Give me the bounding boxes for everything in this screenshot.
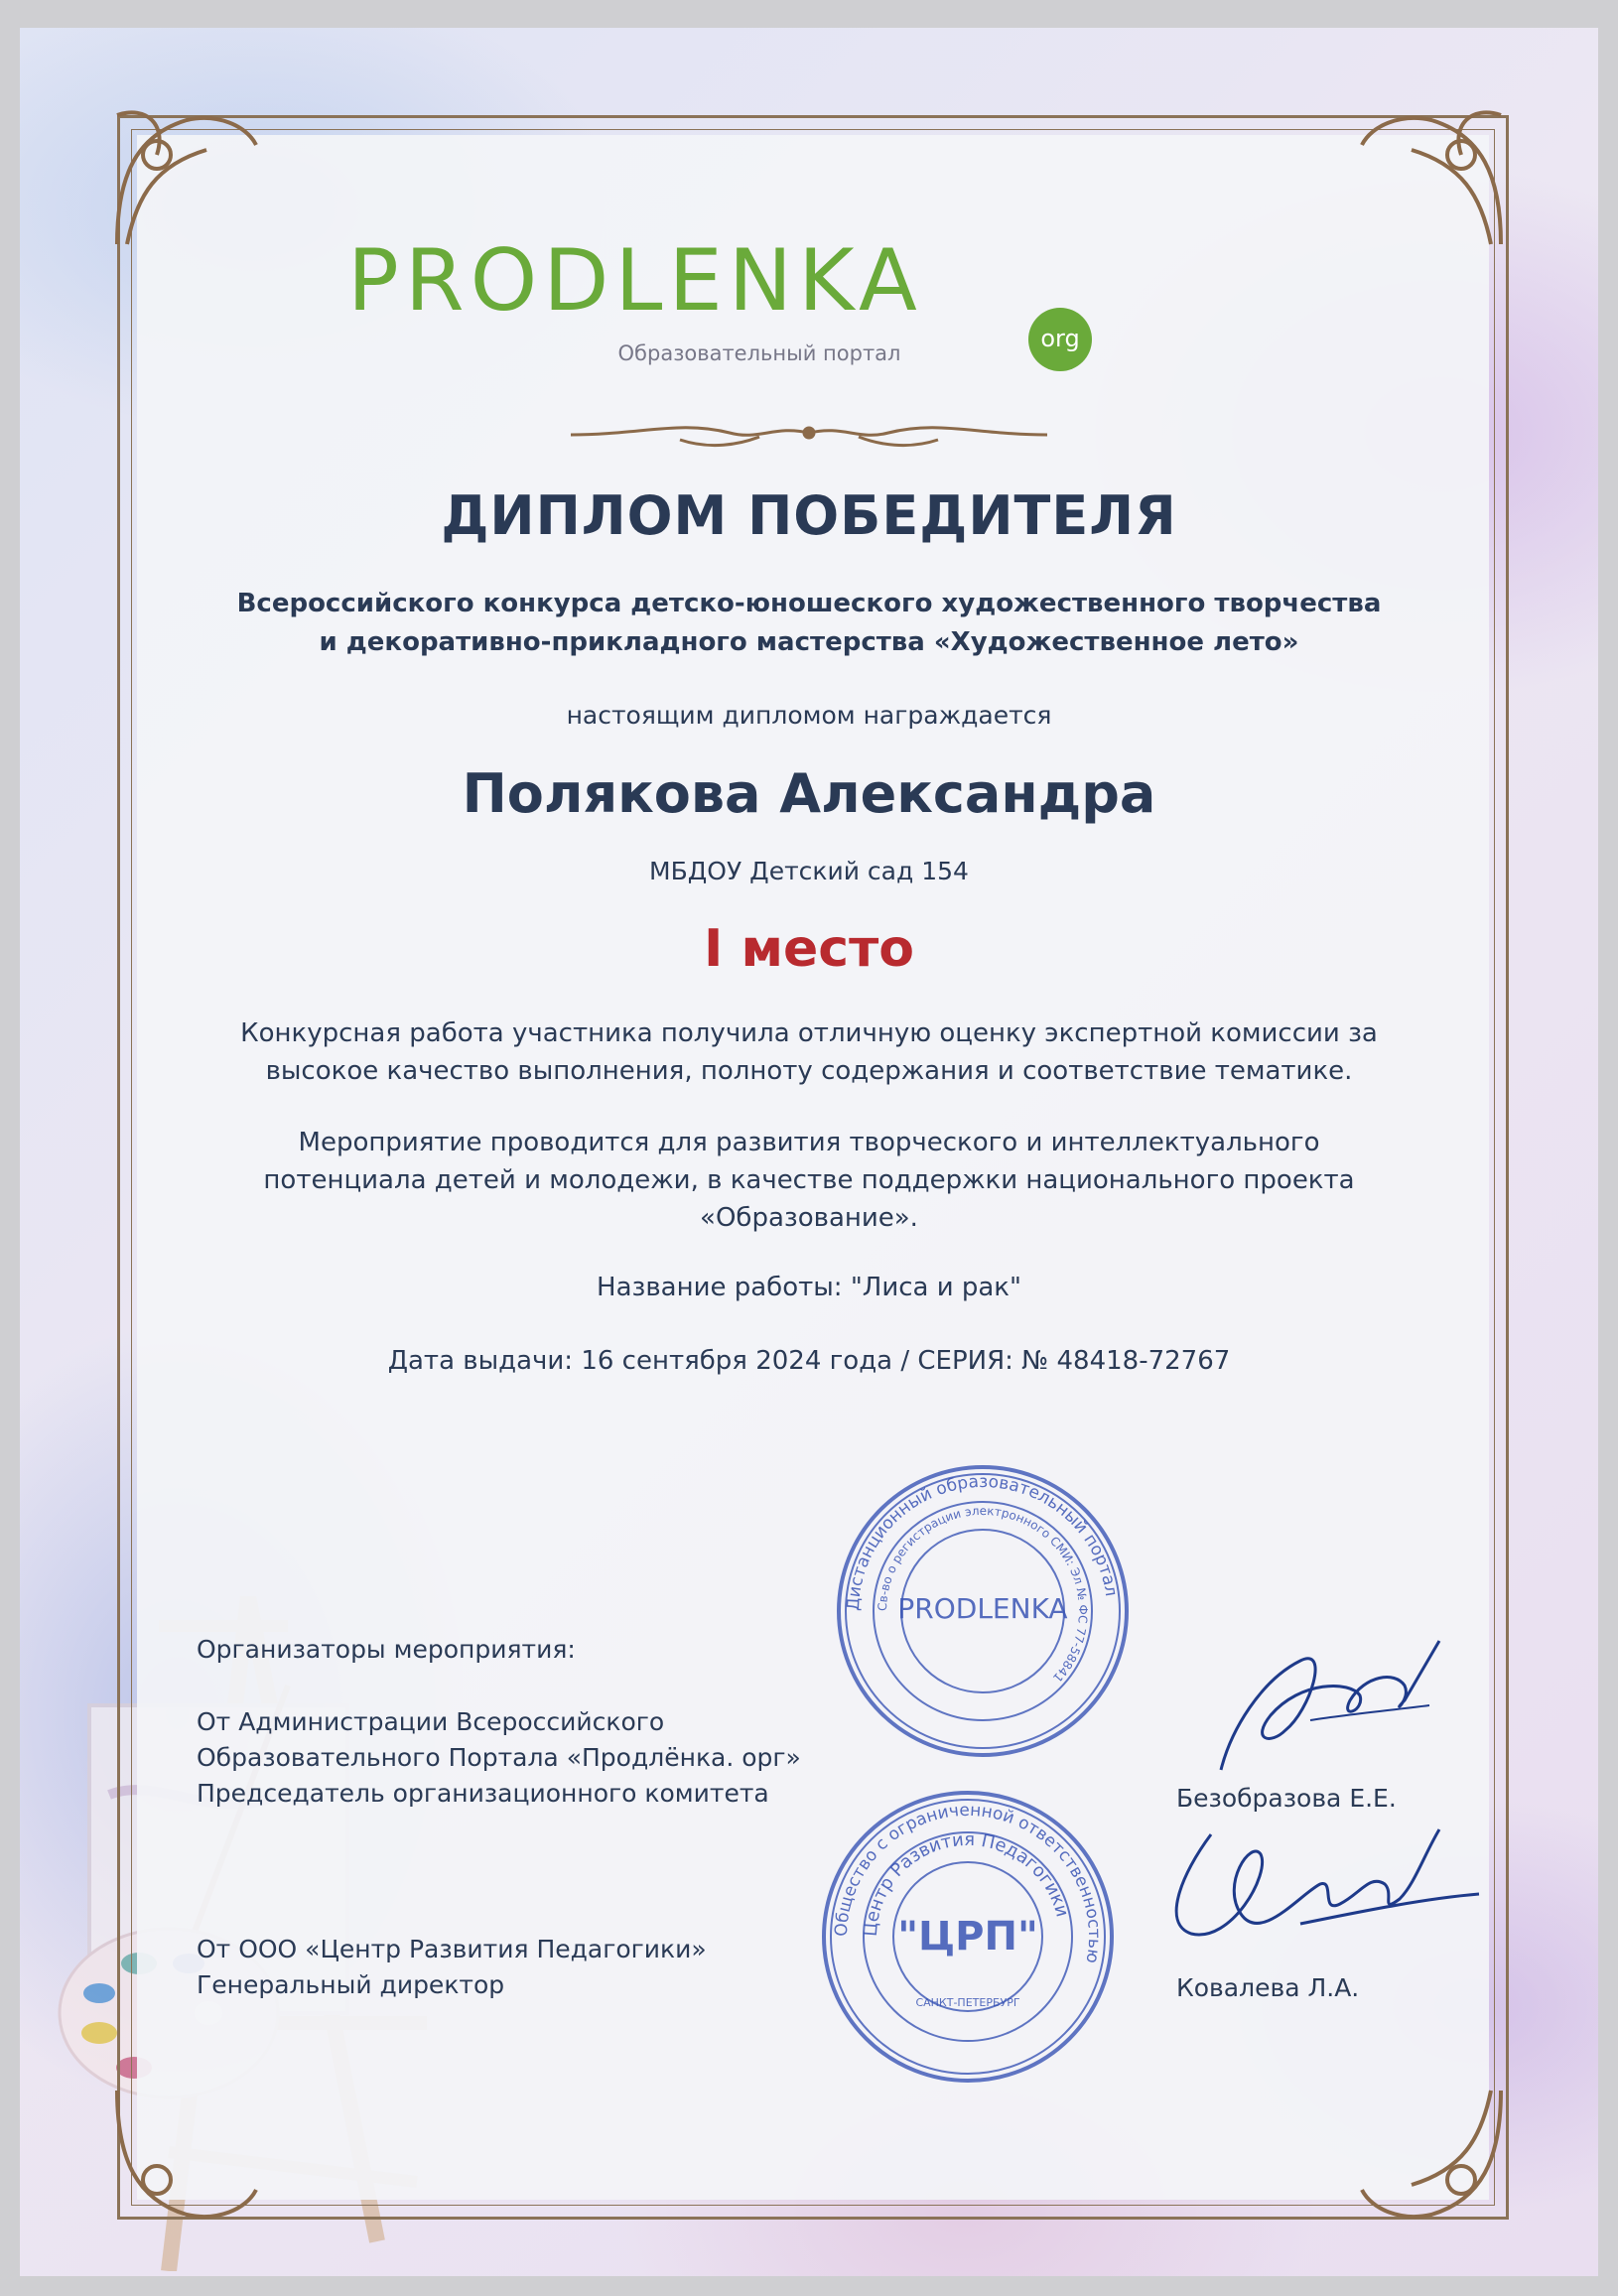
- title-flourish-ornament: [561, 415, 1057, 455]
- organizer-line: Образовательного Портала «Продлёнка. орг»: [197, 1743, 801, 1772]
- svg-text:PRODLENKA: PRODLENKA: [897, 1592, 1068, 1625]
- evaluation-paragraph: [20, 1014, 1598, 1090]
- purpose-paragraph: [20, 1124, 1598, 1237]
- logo-wordmark: PRODLENKA: [347, 231, 923, 331]
- recipient-institution: МБДОУ Детский сад 154: [649, 857, 969, 885]
- organizer-line: От ООО «Центр Развития Педагогики»: [197, 1935, 707, 1963]
- corner-ornament-top-right: [1352, 95, 1521, 264]
- corner-ornament-top-left: [97, 95, 266, 264]
- organizer-portal-admin: [197, 1704, 801, 1812]
- evaluation-line: Конкурсная работа участника получила отличную оценку экспертной комиссии за: [240, 1018, 1378, 1048]
- organizer-crp: [197, 1932, 707, 2003]
- work-title: Название работы: "Лиса и рак": [597, 1273, 1021, 1302]
- signature-kovaleva: [1151, 1815, 1489, 1973]
- diploma-sheet: [20, 28, 1598, 2276]
- contest-name-line-2: и декоративно-прикладного мастерства «Художественное лето»: [319, 627, 1299, 657]
- organizer-line: От Администрации Всероссийского: [197, 1707, 665, 1736]
- svg-text:Центр Развития Педагогики: Центр Развития Педагогики: [860, 1828, 1073, 1938]
- evaluation-line: высокое качество выполнения, полноту содержания и соответствие тематике.: [265, 1056, 1353, 1086]
- issue-date-and-series: Дата выдачи: 16 сентября 2024 года / СЕРИЯ: № 48418-72767: [387, 1346, 1231, 1376]
- signatory-name-2: Ковалева Л.А.: [1176, 1973, 1360, 2002]
- logo-tagline: Образовательный портал: [617, 341, 901, 365]
- logo-org-badge: org: [1028, 308, 1092, 371]
- organizer-line: Генеральный директор: [197, 1970, 505, 1999]
- corner-ornament-bottom-right: [1352, 2071, 1521, 2239]
- svg-text:САНКТ-ПЕТЕРБУРГ: САНКТ-ПЕТЕРБУРГ: [915, 1996, 1020, 2009]
- diploma-title: ДИПЛОМ ПОБЕДИТЕЛЯ: [441, 484, 1177, 547]
- signatory-name-1: Безобразова Е.Е.: [1176, 1784, 1397, 1813]
- organizer-line: Председатель организационного комитета: [197, 1779, 769, 1808]
- purpose-line: «Образование».: [700, 1203, 918, 1233]
- crp-stamp: [814, 1783, 1122, 2091]
- awarded-caption: настоящим дипломом награждается: [566, 701, 1052, 730]
- place-award: I место: [704, 919, 914, 979]
- svg-text:Общество с ограниченной ответс: Общество с ограниченной ответственностью: [831, 1800, 1105, 1965]
- contest-name-line-1: Всероссийского конкурса детско-юношеского художественного творчества: [236, 589, 1382, 618]
- organizers-heading: Организаторы мероприятия:: [197, 1635, 576, 1664]
- portal-stamp: [824, 1457, 1142, 1765]
- svg-text:Дистанционный образовательный: Дистанционный образовательный портал: [843, 1471, 1122, 1612]
- svg-text:"ЦРП": "ЦРП": [897, 1914, 1038, 1959]
- svg-text:Св-во о регистрации электронно: Св-во о регистрации электронного СМИ: Эл № ФС 77-58841: [875, 1503, 1091, 1686]
- recipient-name: Полякова Александра: [462, 762, 1156, 825]
- corner-ornament-bottom-left: [97, 2071, 266, 2239]
- purpose-line: Мероприятие проводится для развития творческого и интеллектуального: [298, 1128, 1320, 1157]
- signature-bezobrazova: [1191, 1621, 1449, 1780]
- purpose-line: потенциала детей и молодежи, в качестве поддержки национального проекта: [263, 1165, 1355, 1195]
